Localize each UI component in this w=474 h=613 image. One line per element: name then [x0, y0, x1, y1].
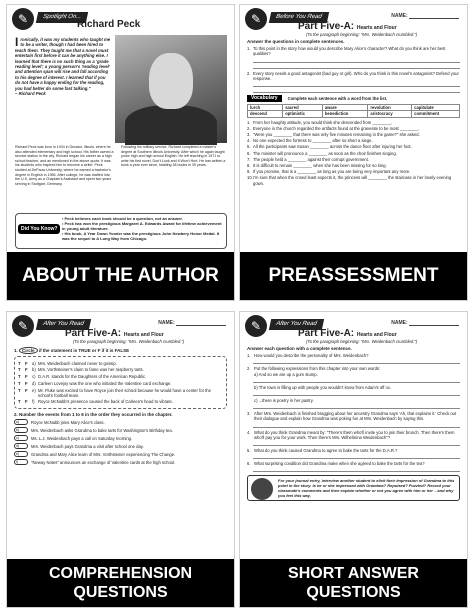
author-bio-right: Following his military service, Richard completed a master's degree at Southern Illinois University. After which he again taught junior high and high school English. He left teaching in 1971 to write his first novel, Don't Look and It Won't Hurt. He has written a book a year ever since, totalling 38 books in 39 years. [121, 145, 226, 168]
short-answer-question: 1. How would you describe the personality of Mrs. Weidenbach? [247, 353, 460, 364]
author-quote [15, 37, 111, 96]
vocabulary-header: Vocabulary Complete each sentence with a word from the list. [247, 95, 460, 102]
vocab-sentence[interactable]: 4. No one expected the fortress to ________ after so short a siege. [247, 138, 373, 144]
answer-line[interactable] [253, 59, 460, 63]
part-title: Part Five-A: Hearts and Flour [298, 328, 397, 339]
answer-line[interactable] [253, 89, 460, 93]
preassessment-page [239, 4, 468, 301]
true-false-item[interactable]: T F e) Mr. Fluke was excited to have Royce join their school because he would have a center for the school's football team. [18, 387, 211, 398]
sequence-item[interactable]: d) Mrs. Weidenbach pays Grandma a visit after school one day. [16, 443, 144, 449]
short-answer-question: 4. What do you think Grandma meant by: "There's them who'll invite you to join their brunch. Then there's them who'll pay you for your work. Then there's Mrs. Wilhelmina Weidenbach"? [247, 430, 460, 446]
worksheet-content [247, 346, 460, 555]
answer-line[interactable] [253, 379, 460, 383]
sequence-item[interactable]: b) Mrs. Weidenbach asks Grandma to bake tarts for Washington's Birthday tea. [16, 427, 173, 433]
sequence-item[interactable]: c) Ms. L.J. Weidenbach pays a call on Saturday morning. [16, 435, 133, 441]
vocab-sentence[interactable]: 3. "Were you ________ that there was only five minutes remaining in the game?" she asked. [247, 132, 420, 138]
answer-line[interactable] [253, 468, 460, 472]
part-subtitle: (To the paragraph beginning: "Mrs. Weidenbach crumbled.") [306, 32, 418, 37]
true-false-item[interactable]: T F d) Carleen Lovejoy was the one who initiated the Valentine card exchange. [18, 380, 172, 386]
student-illustration [251, 478, 273, 500]
true-false-item[interactable]: T F b) Mrs. Vorthsteiner's claim to fame was her raspberry tarts. [18, 367, 144, 373]
question: 2. Every story needs a good antagonist (bad guy or girl). Who do you think is this novel's antagonist? Defend your response. [247, 70, 459, 81]
vocab-sentence[interactable]: 7. The people held a ________ against their corrupt government. [247, 156, 369, 162]
section-tag: Spotlight On... [36, 12, 88, 23]
instructions: Answer the questions in complete sentences. [247, 39, 345, 44]
answer-line[interactable] [253, 442, 460, 446]
vocab-sentence[interactable]: 2. Everyone in the church regarded the artifacts found at the gravesite to be most ________. [247, 125, 420, 131]
true-false-item[interactable]: T F c) D.A.R. stands for the Daughters of the American Republic. [18, 374, 147, 380]
part-subtitle: (To the paragraph beginning: "Mrs. Weidenbach crumbled.") [73, 339, 185, 344]
true-false-item[interactable]: T F f) Royce McNabb's presence caused the back of Carleen's head to vibrate. [18, 399, 173, 405]
journal-prompt: For your journal entry, interview another student to elicit their impression of Grandma to this point in the story. Is he or she impressed with Grandma? Repulsed? Puzzled? Record your classmate's comments and then explain whether or not you agree with him or her – and why you feel this way. [278, 478, 455, 499]
question: 1. To this point in the story how would you describe Mary Alice's character? What do you think are her best qualities? [247, 46, 446, 57]
pencil-icon: ✎ [245, 8, 267, 30]
sequence-item[interactable]: a) Royce McNabb joins Mary Alice's class. [16, 419, 105, 425]
short-answer-question: 3. After Mrs. Weidenbach is finished bragging about her ancestry Grandma says 'Ah, that explains it.' Check out their dialogue and explain how Grandma was poking fun at Mrs. Weidenbach by saying this. [247, 411, 460, 427]
section-tag: After You Read [269, 319, 324, 330]
author-photo [115, 35, 227, 143]
sequence-instructions: 2. Number the events from 1 to 6 in the order they occurred in the chapter. [14, 412, 173, 418]
section-banner: SHORT ANSWER QUESTIONS [240, 559, 467, 607]
instructions: Answer each question with a complete sentence. [247, 346, 352, 351]
part-subtitle: (To the paragraph beginning: "Mrs. Weidenbach crumbled.") [306, 339, 418, 344]
vocab-sentence[interactable]: 10. I'm sure that when the crowd least expects it, the princess will ________ the staircase in her lovely evening gown. [247, 175, 452, 186]
fact-item: • Peck has won the prestigious Margaret A. Edwards Award for lifetime achievement in young adult literature. [62, 221, 224, 231]
short-answer-question: 2. Put the following expressions from this chapter into your own words: a) And so we are up a gum stump. b) The town is filling up with people you wouldn't know from Adam's off ox. c) ...there is poetry in her pastry. [247, 366, 460, 409]
comprehension-page [6, 311, 235, 608]
pencil-icon: ✎ [12, 315, 34, 337]
true-false-box [14, 356, 227, 409]
part-title: Part Five-A: Hearts and Flour [65, 328, 164, 339]
did-you-know-label: Did You Know? [18, 224, 60, 234]
fact-item: • His book, A Year Down Yonder was the prestigious John Newbery Honor Medal. It was the sequel to A Long Way from Chicago. [62, 231, 224, 241]
section-tag: After You Read [36, 319, 91, 330]
sequence-item[interactable]: e) Grandma and Mary Alice learn of Mrs. Vorthsteiner experiencing The Change. [16, 451, 176, 457]
pencil-icon: ✎ [12, 8, 34, 30]
vocabulary-table: lurch sacred aware revolution capitulate descend optimistic benediction aristocracy commitment [247, 104, 460, 117]
worksheet-content [14, 346, 227, 555]
answer-line[interactable] [253, 455, 460, 459]
quote-attribution: – Richard Peck [15, 91, 46, 97]
section-banner: COMPREHENSION QUESTIONS [7, 559, 234, 607]
name-field[interactable]: NAME: [391, 320, 459, 326]
answer-line[interactable] [253, 65, 460, 69]
answer-line[interactable] [253, 405, 460, 409]
author-bio-left: Richard Peck was born in 1934 in Decatur, Illinois, where he also attended elementary and high school. His father owned a service station in the city. Richard began his career as a high school teacher, and as mentioned in the above quote, it was his students who inspired him to become a writer. Peck studied at DePauw University, where he earned a bachelor's degree in English in 1956. After college, he was drafted into the U.S. Army as a Chaplain's Assistant and spent two years serving in Stuttgart, Germany. [15, 145, 114, 186]
author-name-heading: Richard Peck [77, 19, 141, 30]
answer-line[interactable] [253, 360, 460, 364]
vocab-sentence[interactable]: 9. If you promise, that is a ________ as long as you are being very important any more. [247, 169, 411, 175]
about-the-author-page [6, 4, 235, 301]
answer-line[interactable] [253, 83, 460, 87]
quote-text: ronically, it was my students who taught me to be a writer, though I had been hired to teach them. They taught me that a novel must entertain first before it can be anything else. I learned that there is no such thing as a 'grade reading level'; a young person's 'reading level' and attention span will rise and fall according to his degree of interest. I learned that if you do not have a happy ending for the reading, you had better do some fast talking." [15, 37, 111, 91]
part-title: Part Five-A: Hearts and Flour [298, 21, 397, 32]
pencil-icon: ✎ [245, 315, 267, 337]
vocab-sentence[interactable]: 6. The minister will pronounce a ________ as soon as the choir finishes singing. [247, 150, 397, 156]
short-answer-page [239, 311, 468, 608]
vocab-sentence[interactable]: 8. It is difficult to remain ________ when she has been missing for so long. [247, 163, 387, 169]
name-field[interactable]: NAME: [158, 320, 226, 326]
section-banner: ABOUT THE AUTHOR [7, 252, 234, 300]
fact-item: • Peck believes each book should be a question, not an answer. [62, 216, 224, 221]
answer-line[interactable] [253, 392, 460, 396]
name-field[interactable]: NAME: [391, 13, 459, 19]
quote-initial: I [15, 35, 19, 49]
sequence-item[interactable]: f) "Neway Notes" announces an exchange of Valentine cards at the high school. [16, 459, 176, 465]
did-you-know-box [15, 213, 227, 249]
vocab-sentence[interactable]: 5. All the participants saw Susan ________ across the dance floor after injuring her foot. [247, 144, 412, 150]
answer-line[interactable] [253, 424, 460, 428]
true-false-item[interactable]: T F a) Mrs. Weidenbach claimed never to gossip. [18, 360, 117, 366]
section-tag: Before You Read [269, 12, 329, 23]
journal-prompt-box [247, 475, 460, 501]
vocab-sentence[interactable]: 1. From her haughty attitude, you would think she descended from ________. [247, 119, 393, 125]
vocabulary-label: Vocabulary [247, 95, 282, 102]
short-answer-question: 5. What do you think caused Grandma to agree to bake the tarts for the D.A.R.? [247, 448, 460, 459]
short-answer-question: 6. What surprising condition did Grandma make when she agreed to bake the tarts for the tea? [247, 461, 460, 472]
true-false-instructions: 1. Circle if the statement is TRUE or F if it is FALSE [14, 348, 130, 353]
worksheet-content [247, 39, 460, 248]
section-banner: PREASSESSMENT [240, 252, 467, 300]
